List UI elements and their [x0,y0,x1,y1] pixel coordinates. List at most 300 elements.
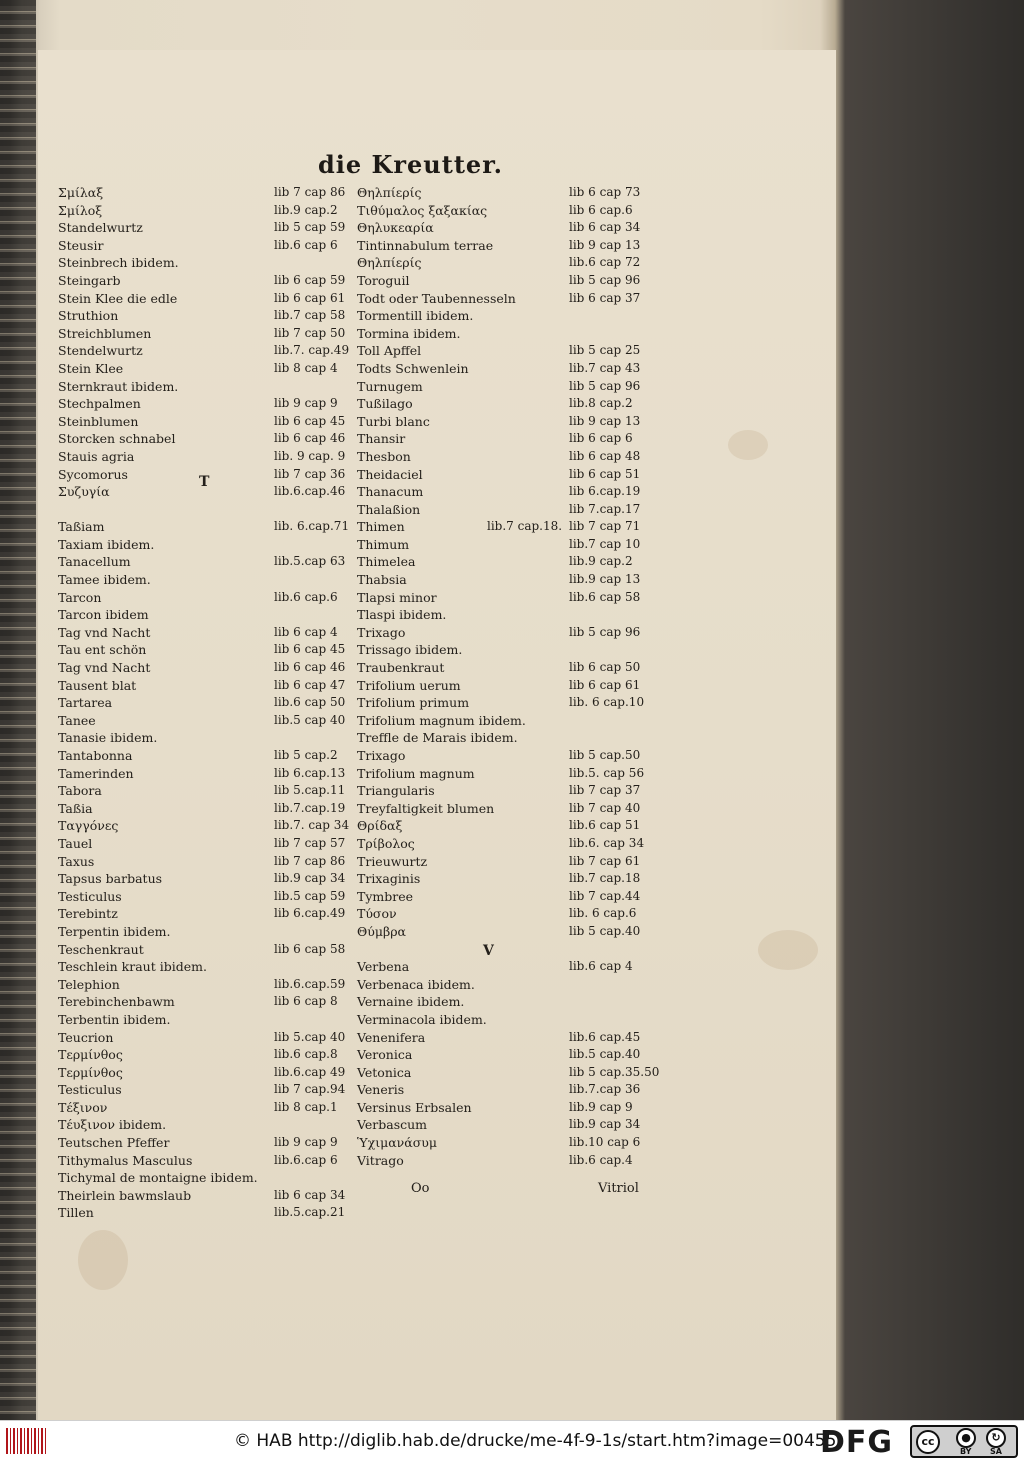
entry-name: Τιθύμαλος ξαξακίας [357,202,488,218]
entry-name: Streichblumen [58,325,152,341]
index-entry [58,905,348,923]
index-entry [58,1046,348,1064]
entry-name: Σμίλοξ [58,202,103,218]
index-entry [58,360,348,378]
index-entry [357,941,649,959]
entry-reference: lib 6.cap.13 [274,765,346,780]
index-entry [357,729,649,747]
entry-reference: lib.6 cap 58 [569,589,641,604]
entry-name: Θηλπίερίς [357,185,422,200]
entry-name: Treyfaltigkeit blumen [357,800,495,816]
entry-reference: lib.10 cap 6 [569,1135,641,1150]
entry-name: Trixago [357,624,406,640]
index-entry [58,589,348,607]
index-entry [58,677,348,695]
index-entry [58,1187,348,1205]
entry-name: Tartarea [58,695,113,711]
index-entry [357,659,649,677]
index-entry [58,1134,348,1152]
index-entry [357,1029,649,1047]
entry-reference: lib 5.cap 40 [274,1029,346,1044]
entry-name: Steingarb [58,272,121,288]
entry-reference: lib.9 cap 34 [274,871,346,886]
index-entry [357,694,649,712]
entry-reference: lib.5. cap 56 [569,765,645,780]
entry-reference: lib.6 cap 72 [569,255,641,270]
entry-name: Tarcon [58,589,102,605]
entry-name: Trifolium magnum [357,765,475,781]
entry-name: Terbentin ibidem. [58,1011,171,1027]
entry-name: Steinblumen [58,413,139,429]
entry-name: Stauis agria [58,448,135,464]
entry-name: Sternkraut ibidem. [58,378,179,394]
index-entry [357,290,649,308]
entry-name: Triangularis [357,783,435,799]
entry-name: Turnugem [357,378,423,394]
entry-reference: lib 5 cap 59 [274,220,346,235]
entry-name: Tußilago [357,396,413,412]
index-entry [58,993,348,1011]
entry-reference: lib.6 cap 6 [274,237,338,252]
entry-name: Tanacellum [58,554,131,570]
entry-name: Terebinchenbawm [58,994,175,1010]
index-entry [58,659,348,677]
index-entry [58,1204,348,1222]
dfg-logo[interactable]: DFG [820,1425,894,1460]
index-entry [357,976,649,994]
entry-reference: lib 9 cap 13 [569,237,641,252]
entry-reference: lib.7. cap 34 [274,818,350,833]
index-entry [58,694,348,712]
entry-name: Trissago ibidem. [357,642,463,658]
index-entry [58,958,348,976]
index-entry [357,835,649,853]
entry-name: Todts Schwenlein [357,360,469,376]
entry-name: Theidaciel [357,466,423,482]
paper-stain [78,1230,128,1290]
entry-name: Tanee [58,712,96,728]
entry-extra-reference: lib.7 cap.18. [487,519,563,534]
entry-name: Tag vnd Nacht [58,660,151,676]
entry-name: Θρίδαξ [357,818,403,834]
entry-reference: lib.7.cap.19 [274,800,346,815]
index-entry [357,237,649,255]
entry-name: Taxiam ibidem. [58,536,155,552]
entry-reference: lib 7 cap 57 [274,835,346,850]
index-entry [357,184,649,202]
entry-reference: lib.6.cap 49 [274,1064,346,1079]
hab-logo-icon [6,1428,48,1454]
index-entry [58,835,348,853]
catchword: Vitriol [598,1181,639,1196]
index-entry [58,553,348,571]
entry-reference: lib 5 cap 96 [569,624,641,639]
entry-name: Toll Apffel [357,343,422,359]
index-entry [357,466,649,484]
index-entry [58,1152,348,1170]
index-entry [58,1011,348,1029]
entry-reference: lib.9 cap 9 [569,1099,633,1114]
index-entry [357,448,649,466]
entry-reference: lib 6 cap 58 [274,941,346,956]
index-entry [58,923,348,941]
entry-name: Tabora [58,783,102,799]
entry-reference: lib.7. cap.49 [274,343,350,358]
entry-name: Tapsus barbatus [58,871,163,887]
by-label: BY [960,1447,972,1456]
entry-reference: lib.6 cap.45 [569,1029,641,1044]
entry-name: Sycomorus [58,466,128,482]
index-entry [357,307,649,325]
entry-name: Vitrago [357,1152,404,1168]
index-entry [58,272,348,290]
entry-reference: lib.7 cap 43 [569,360,641,375]
entry-reference: lib 6 cap 45 [274,642,346,657]
entry-name: Teschenkraut [58,941,144,957]
index-entry [58,307,348,325]
entry-reference: lib 6 cap 46 [274,660,346,675]
entry-reference: lib.7.cap 36 [569,1082,641,1097]
entry-reference: lib 6 cap 4 [274,624,338,639]
section-letter-t: T [199,474,210,490]
entry-name: Taßia [58,800,93,816]
index-entry [357,712,649,730]
index-entry [58,941,348,959]
entry-name: Θηλυκεαρία [357,220,434,236]
index-entry [357,624,649,642]
entry-name: Tanasie ibidem. [58,730,158,746]
entry-reference: lib. 6.cap.71 [274,519,350,534]
entry-reference: lib 7 cap 61 [569,853,641,868]
index-entry [58,395,348,413]
entry-name: Terpentin ibidem. [58,923,171,939]
entry-name: Struthion [58,308,119,324]
entry-reference: lib.5 cap 59 [274,888,346,903]
entry-reference: lib 6 cap 45 [274,413,346,428]
index-entry [357,606,649,624]
entry-name: Teutschen Pfeffer [58,1135,170,1151]
entry-reference: lib.9 cap 34 [569,1117,641,1132]
entry-reference: lib.6 cap.8 [274,1047,338,1062]
entry-name: Veronica [357,1047,413,1063]
entry-name: Tau ent schön [58,642,147,658]
book-edge [0,0,36,1420]
entry-reference: lib.6 cap.6 [274,589,338,604]
entry-reference: lib.6 cap 51 [569,818,641,833]
index-entry [357,571,649,589]
entry-reference: lib 7 cap 37 [569,783,641,798]
index-entry [357,677,649,695]
entry-name: Tauel [58,835,93,851]
entry-name: Veneris [357,1082,405,1098]
index-entry [58,1116,348,1134]
index-entry [357,1134,649,1152]
entry-name: Taxus [58,853,95,869]
entry-name: Tlapsi minor [357,589,437,605]
index-entry [357,360,649,378]
page-heading: die Kreutter. [318,150,503,179]
index-entry [357,641,649,659]
index-entry [58,378,348,396]
index-entry [58,219,348,237]
viewer-footer [0,1420,1024,1462]
entry-name: Telephion [58,976,120,992]
entry-name: Teucrion [58,1029,114,1045]
entry-reference: lib 5 cap.50 [569,748,641,762]
index-entry [58,448,348,466]
entry-name: Verminacola ibidem. [357,1011,487,1027]
entry-name: Terebintz [58,906,118,922]
entry-name: Trixaginis [357,871,421,887]
entry-name: Ὑχιμανάσυμ [357,1135,437,1151]
entry-reference: lib.9 cap.2 [569,554,633,569]
entry-name: Tormina ibidem. [357,325,461,341]
index-entry [58,712,348,730]
credit-link[interactable]: © HAB http://diglib.hab.de/drucke/me-4f-9-1s/start.htm?image=00455 [234,1431,837,1451]
entry-reference: lib.7 cap 10 [569,536,641,551]
entry-name: Vernaine ibidem. [357,994,465,1010]
entry-name: Todt oder Taubennesseln [357,290,516,306]
index-entry [58,536,348,554]
entry-name: Tarcon ibidem [58,607,149,623]
entry-reference: lib 7 cap 36 [274,466,346,481]
entry-name: Thimelea [357,554,416,570]
entry-reference: lib 6 cap 48 [569,448,641,463]
entry-reference: lib.6.cap.46 [274,484,346,499]
entry-reference: lib 9 cap 13 [569,413,641,428]
entry-reference: lib 7 cap 50 [274,325,346,340]
entry-name: Storcken schnabel [58,431,176,447]
entry-name: Τερμίνθος [58,1064,123,1080]
paper-stain [758,930,818,970]
entry-reference: lib 6 cap 34 [274,1187,346,1202]
entry-name: Τέυξινον ibidem. [58,1117,167,1133]
index-entry [58,501,348,519]
entry-reference: lib 7 cap.94 [274,1082,346,1097]
entry-reference: lib 8 cap 4 [274,360,338,375]
entry-name: Stein Klee die edle [58,290,178,306]
index-entry [357,219,649,237]
entry-reference: lib 6 cap 59 [274,272,346,287]
entry-reference: lib.6. cap 34 [569,835,645,850]
entry-name: Vetonica [357,1064,412,1080]
index-entry [58,342,348,360]
entry-name: Thimen [357,519,405,535]
entry-name: Theirlein bawmslaub [58,1187,192,1203]
entry-reference: lib. 6 cap.6 [569,906,637,921]
entry-name: Tintinnabulum terrae [357,237,494,253]
entry-reference: lib 6 cap 61 [274,290,346,305]
index-entry [357,1011,649,1029]
entry-name: Turbi blanc [357,413,430,429]
entry-name: Stein Klee [58,360,124,376]
entry-name: Verbenaca ibidem. [357,976,475,992]
entry-name: Verbascum [357,1117,428,1133]
entry-reference: lib 6 cap 47 [274,677,346,692]
entry-reference: lib 7.cap.17 [569,501,641,516]
entry-name: Θηλπίερίς [357,255,422,271]
index-entry [58,800,348,818]
index-entry [357,395,649,413]
by-person-icon: ● [956,1428,976,1448]
index-column-left [58,184,348,1222]
entry-name: Stechpalmen [58,396,141,412]
entry-name: Tamee ibidem. [58,572,151,588]
entry-reference: lib 6 cap 8 [274,994,338,1009]
entry-reference: lib 7 cap 86 [274,185,346,199]
index-entry [58,571,348,589]
entry-name: Verbena [357,959,410,975]
entry-name: Tithymalus Masculus [58,1152,193,1168]
entry-name: Testiculus [58,1082,122,1098]
entry-reference: lib.5.cap 63 [274,554,346,569]
entry-reference: lib.5 cap.40 [569,1047,641,1062]
entry-reference: lib 6.cap.19 [569,484,641,499]
entry-reference: lib.6.cap.59 [274,976,346,991]
entry-name: Tausent blat [58,677,137,693]
index-entry [58,1099,348,1117]
entry-name: Συζυγία [58,484,110,500]
index-entry [357,923,649,941]
entry-reference: lib 9 cap 9 [274,396,338,411]
index-entry [357,325,649,343]
entry-name: Tantabonna [58,748,133,763]
entry-name: Thesbon [357,448,411,464]
entry-name: Tillen [58,1205,94,1221]
index-entry [58,184,348,202]
index-entry [357,782,649,800]
entry-reference: lib.6.cap 6 [274,1152,338,1167]
index-entry [357,378,649,396]
index-entry [357,800,649,818]
index-entry [58,413,348,431]
entry-name: Standelwurtz [58,220,143,236]
entry-name: Thalaßion [357,501,421,517]
entry-reference: lib 7 cap 86 [274,853,346,868]
index-entry [58,624,348,642]
index-entry [357,553,649,571]
entry-name: Tlaspi ibidem. [357,607,447,623]
index-entry [58,254,348,272]
entry-name: Τύσον [357,906,397,922]
index-entry [357,1116,649,1134]
entry-name: Tormentill ibidem. [357,308,474,324]
index-entry [58,747,348,765]
index-entry [357,430,649,448]
entry-reference: lib 5 cap 96 [569,378,641,393]
entry-name: Tymbree [357,888,414,904]
index-entry [357,870,649,888]
entry-reference: lib 8 cap.1 [274,1099,338,1114]
entry-name: Τέξινον [58,1099,108,1115]
entry-reference: lib.6 cap 4 [569,959,633,974]
index-column-right [357,184,660,1169]
index-entry [58,430,348,448]
index-entry [58,290,348,308]
entry-name: Tamerinden [58,765,134,781]
entry-name: Traubenkraut [357,660,445,676]
index-entry [58,817,348,835]
entry-reference: lib.6 cap 50 [274,695,346,710]
entry-reference: lib 6 cap 51 [569,466,641,481]
entry-name: Trifolium uerum [357,677,461,693]
index-entry [357,254,649,272]
entry-name: Tag vnd Nacht [58,624,151,640]
index-entry [58,325,348,343]
entry-reference: lib 6 cap 61 [569,677,641,692]
index-entry [357,993,649,1011]
entry-reference: lib 5 cap 25 [569,343,641,358]
index-entry [357,905,649,923]
entry-name: Τερμίνθος [58,1047,123,1063]
entry-reference: lib.5 cap 40 [274,712,346,727]
index-entry [357,589,649,607]
entry-name: Venenifera [357,1029,426,1045]
entry-name: Thimum [357,536,410,552]
entry-reference: lib.7 cap 58 [274,308,346,323]
entry-reference: lib 5 cap.40 [569,923,641,938]
index-entry [58,1064,348,1082]
entry-name: Thabsia [357,572,407,588]
index-entry [58,782,348,800]
cc-license-badge[interactable] [910,1425,1018,1458]
index-entry [357,518,649,536]
entry-name: Τρίβολος [357,835,415,851]
index-entry [357,888,649,906]
entry-name: Thansir [357,431,406,447]
index-entry [357,958,649,976]
index-entry [357,1099,649,1117]
entry-reference: lib 6 cap.6 [569,202,633,217]
entry-name: Thanacum [357,484,424,500]
entry-name: Tichymal de montaigne ibidem. [58,1170,258,1186]
paper-stain [728,430,768,460]
entry-reference: lib.6 cap.4 [569,1152,633,1167]
index-entry [58,606,348,624]
entry-reference: lib 5 cap 96 [569,272,641,287]
entry-reference: lib 6.cap.49 [274,906,346,921]
entry-name: Trixago [357,748,406,763]
index-entry [357,747,649,765]
sa-label: SA [990,1447,1002,1456]
entry-reference: lib 7 cap 71 [569,519,641,534]
entry-name: Steinbrech ibidem. [58,255,179,271]
entry-name: Steusir [58,237,104,253]
entry-name: Versinus Erbsalen [357,1099,472,1115]
entry-reference: lib 6 cap 50 [569,660,641,675]
entry-name: Treffle de Marais ibidem. [357,730,518,746]
entry-name: Trifolium magnum ibidem. [357,712,526,728]
entry-reference: lib.5.cap.21 [274,1205,346,1220]
entry-reference: lib 7 cap.44 [569,888,641,903]
index-entry [357,501,649,519]
index-entry [357,817,649,835]
entry-reference: lib 9 cap 9 [274,1135,338,1150]
index-entry [58,641,348,659]
entry-reference: lib 5.cap.11 [274,783,346,798]
entry-reference: lib. 9 cap. 9 [274,448,346,463]
share-alike-icon: ↻ [986,1428,1006,1448]
entry-name: Teschlein kraut ibidem. [58,959,207,975]
entry-name: Toroguil [357,272,410,288]
index-entry [357,765,649,783]
cc-icon: cc [916,1430,940,1454]
signature-mark: Oo [411,1181,430,1196]
entry-reference: lib 7 cap 40 [569,800,641,815]
entry-name: Ταγγόνες [58,818,119,834]
index-entry [58,853,348,871]
entry-reference: lib.9 cap 13 [569,572,641,587]
